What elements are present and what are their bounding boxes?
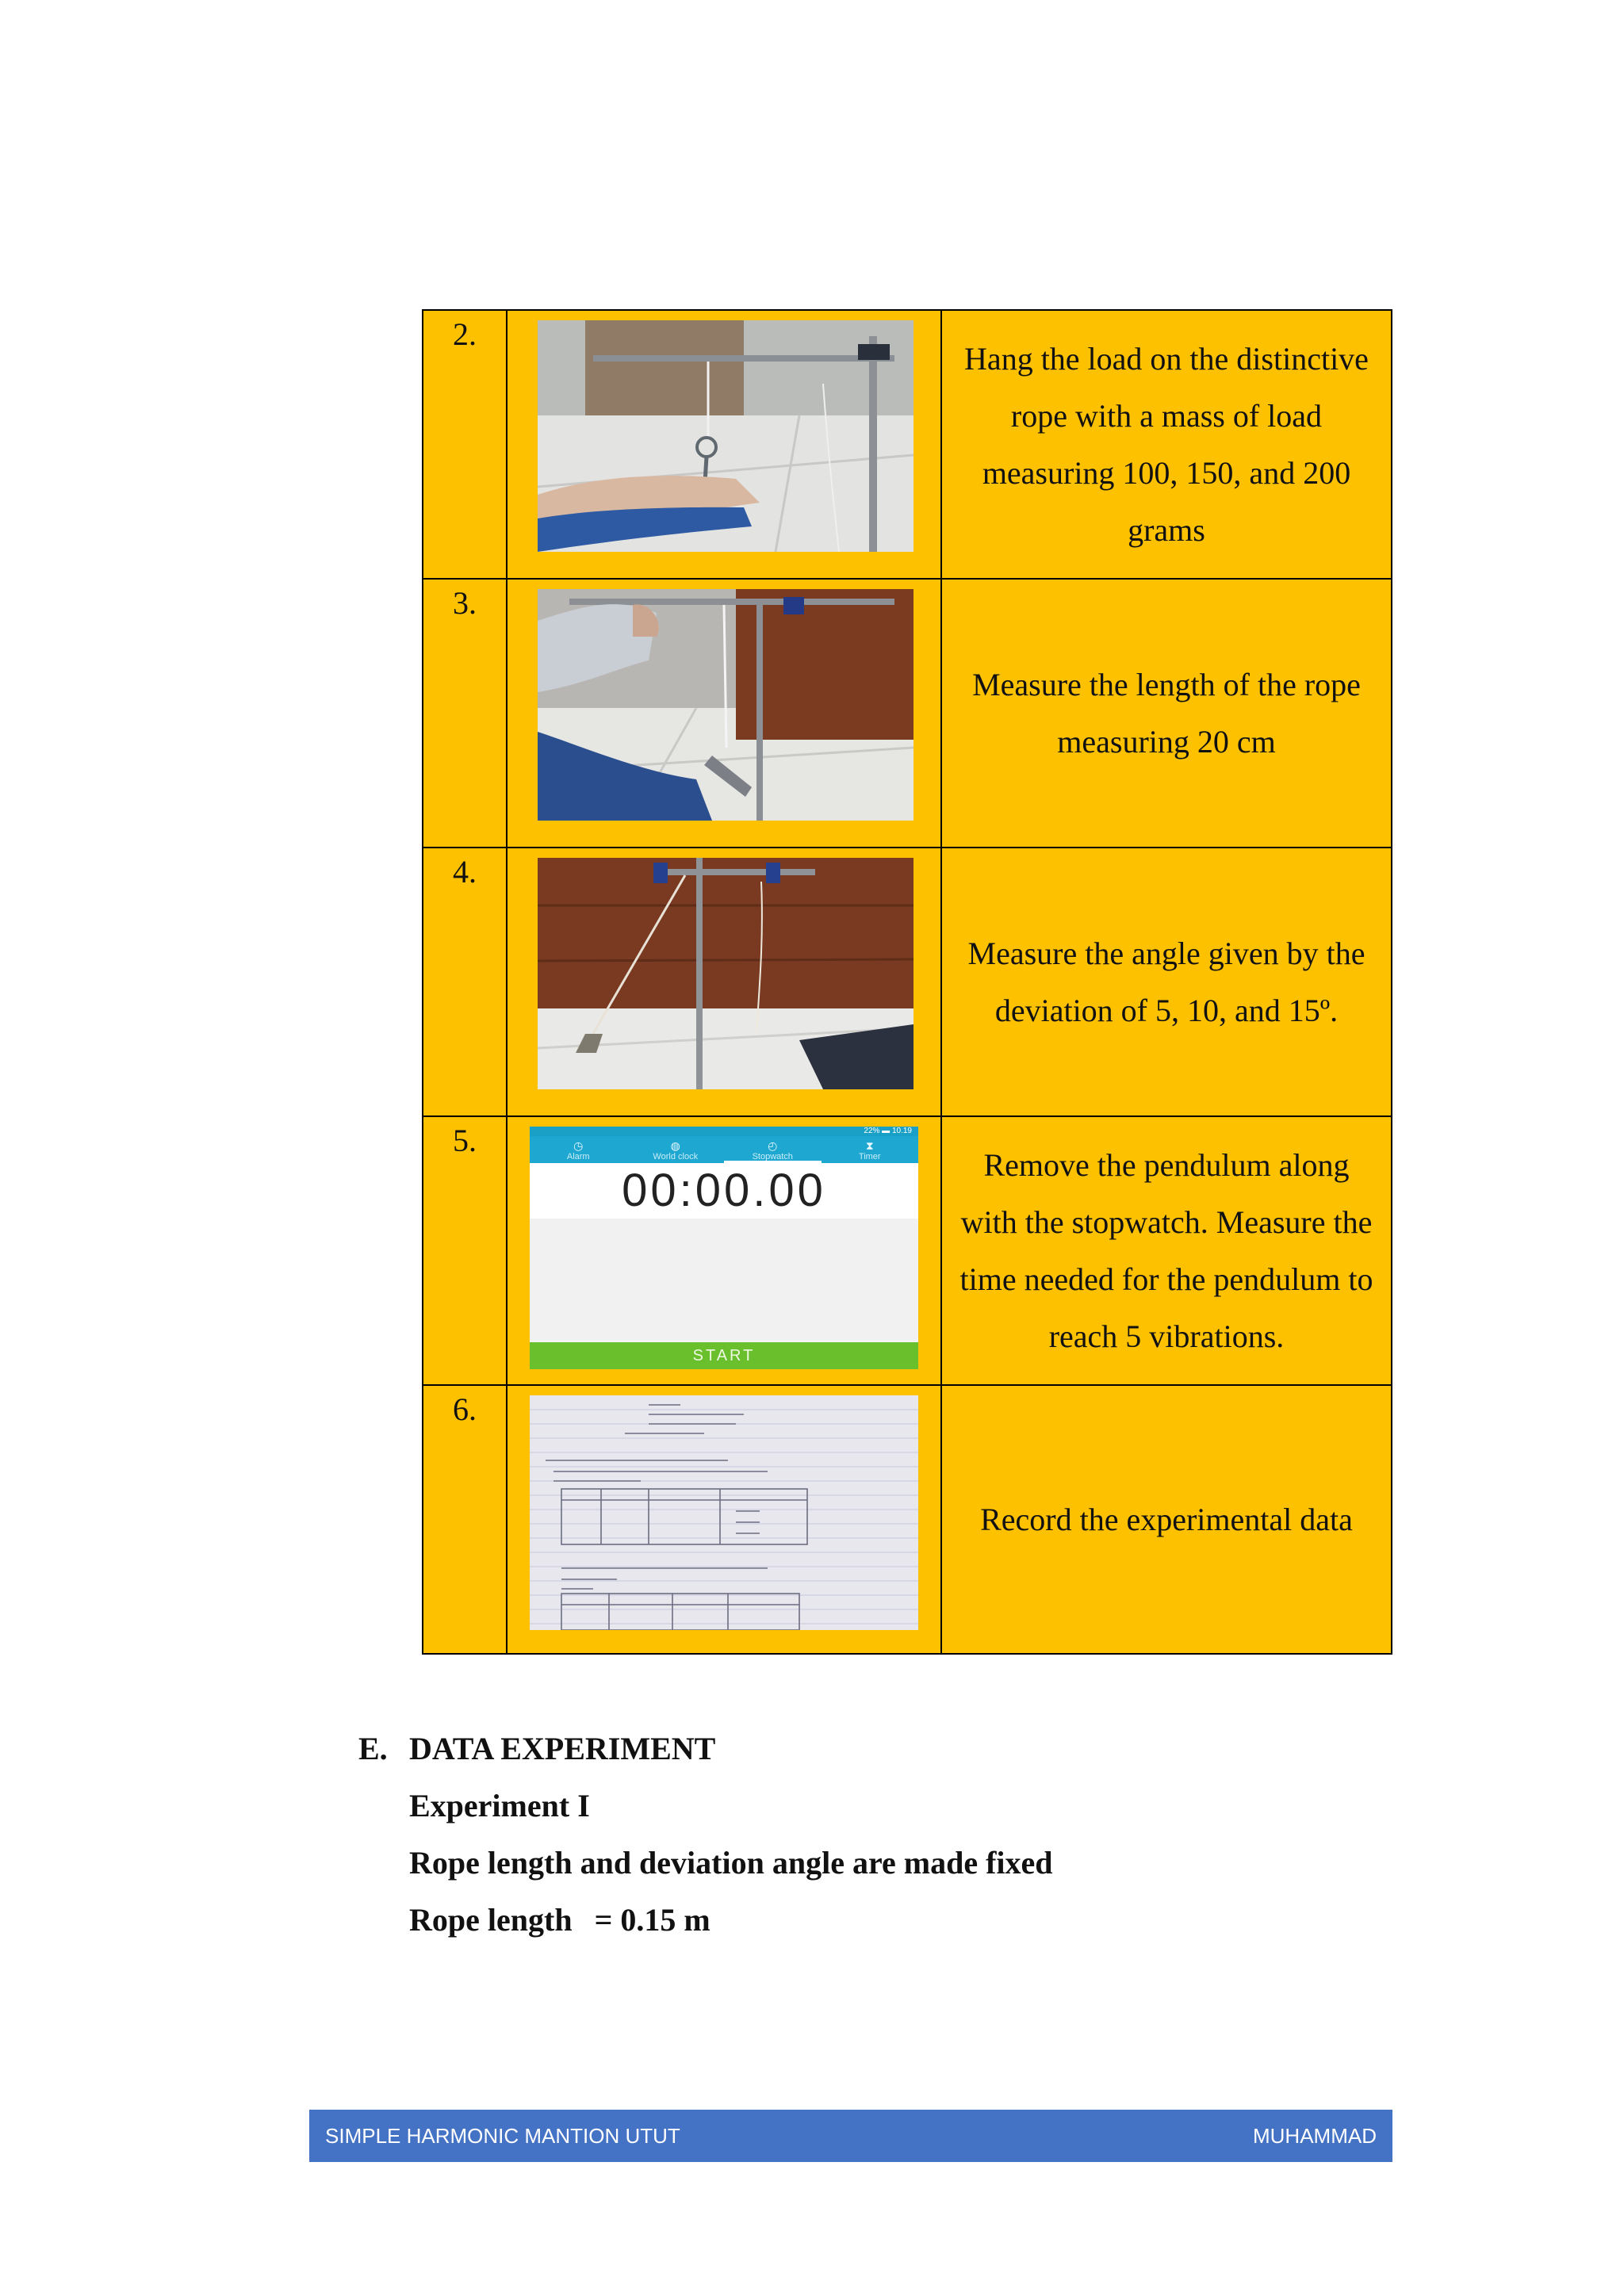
- globe-icon: ◍: [670, 1139, 680, 1152]
- step-number: 3.: [423, 579, 507, 848]
- tab-label: World clock: [653, 1152, 699, 1161]
- param-value: = 0.15 m: [594, 1902, 710, 1938]
- handwritten-data-sheet-photo: [530, 1395, 918, 1630]
- tab-label: Timer: [858, 1152, 881, 1161]
- rope-length-line: [358, 1892, 1053, 1949]
- step-description: Measure the angle given by the deviation of 5, 10, and 15º.: [941, 848, 1392, 1116]
- measuring-rope-photo: [538, 589, 914, 821]
- alarm-icon: ◷: [573, 1139, 584, 1152]
- section-letter: E.: [358, 1731, 388, 1766]
- table-row: [423, 1385, 1392, 1654]
- param-label: Rope length: [409, 1902, 573, 1938]
- hourglass-icon: ⧗: [865, 1139, 874, 1152]
- data-experiment-section: [358, 1720, 1053, 1949]
- page-footer: [309, 2110, 1392, 2162]
- stopwatch-app-screenshot: [530, 1127, 918, 1369]
- lap-area: [530, 1219, 918, 1341]
- tab-timer[interactable]: [822, 1136, 919, 1163]
- tab-stopwatch[interactable]: [724, 1136, 822, 1163]
- step-number: 4.: [423, 848, 507, 1116]
- table-row: [423, 1116, 1392, 1385]
- step-number: 2.: [423, 310, 507, 579]
- status-bar: 22% ▬ 10.19: [530, 1127, 918, 1136]
- table-row: [423, 848, 1392, 1116]
- pendulum-hanging-load-photo: [538, 320, 914, 552]
- experiment-condition: Rope length and deviation angle are made fixed: [409, 1845, 1053, 1881]
- step-description: Measure the length of the rope measuring 20 cm: [941, 579, 1392, 848]
- footer-author: MUHAMMAD: [1253, 2124, 1377, 2148]
- tab-label: Stopwatch: [752, 1152, 793, 1161]
- table-row: [423, 579, 1392, 848]
- step-description: Remove the pendulum along with the stopwatch. Measure the time needed for the pendulum to reach 5 vibrations.: [941, 1116, 1392, 1385]
- step-number: 5.: [423, 1116, 507, 1385]
- procedure-table: [422, 309, 1392, 1655]
- footer-title: SIMPLE HARMONIC MANTION UTUT: [325, 2124, 680, 2148]
- stopwatch-icon: ◴: [768, 1139, 778, 1152]
- section-title: DATA EXPERIMENT: [409, 1731, 716, 1766]
- tab-label: Alarm: [566, 1152, 590, 1161]
- step-description: Hang the load on the distinctive rope with a mass of load measuring 100, 150, and 200 grams: [941, 310, 1392, 579]
- start-button[interactable]: START: [530, 1342, 918, 1369]
- stopwatch-time: 00:00.00: [530, 1163, 918, 1219]
- pendulum-angle-photo: [538, 858, 914, 1089]
- tab-alarm[interactable]: [530, 1136, 627, 1163]
- step-number: 6.: [423, 1385, 507, 1654]
- experiment-subtitle: Experiment I: [409, 1788, 590, 1823]
- step-description: Record the experimental data: [941, 1385, 1392, 1654]
- tab-world-clock[interactable]: [627, 1136, 725, 1163]
- tab-bar: [530, 1136, 918, 1163]
- table-row: [423, 310, 1392, 579]
